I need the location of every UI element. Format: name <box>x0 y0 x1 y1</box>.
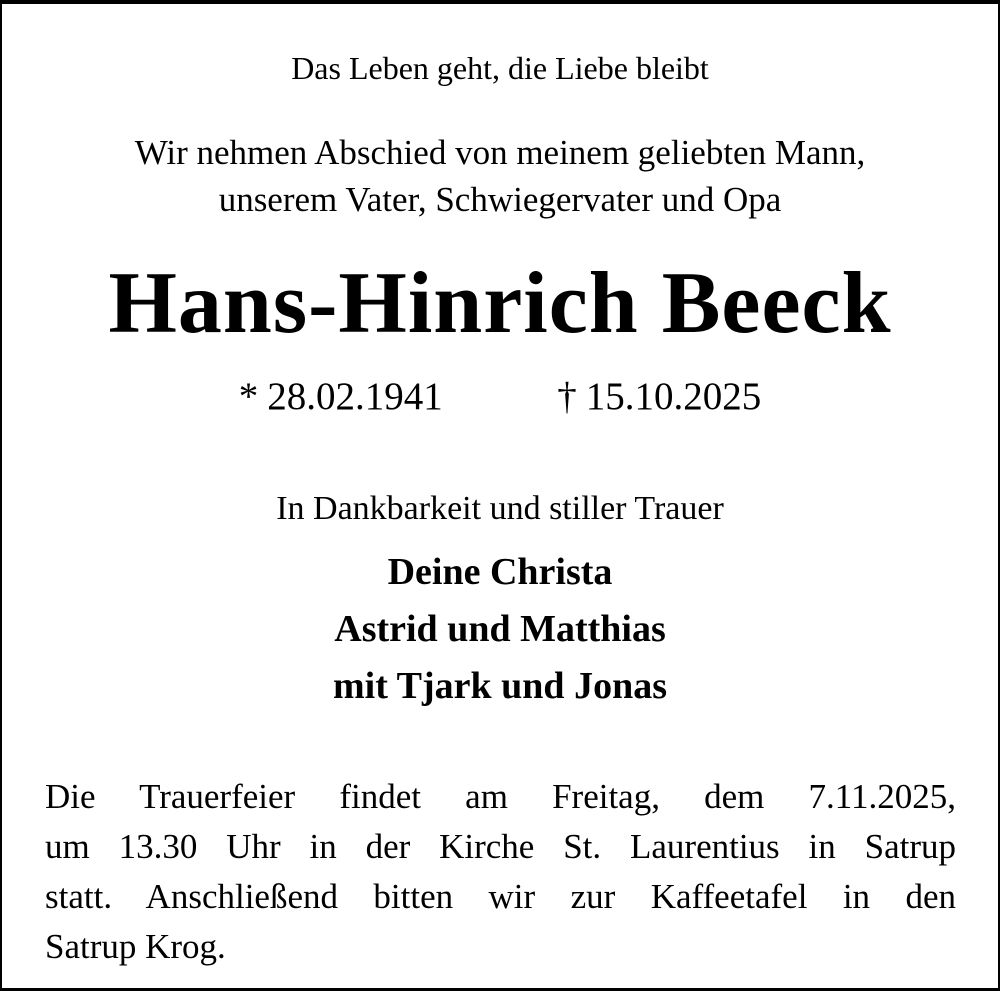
intro-line-2: unserem Vater, Schwiegervater und Opa <box>218 180 782 219</box>
death-date <box>557 375 761 418</box>
funeral-info-line-1: Die Trauerfeier findet am Freitag, dem 7.11.2025, <box>45 777 956 816</box>
life-dates <box>2 377 998 417</box>
birth-star-symbol: * <box>238 375 259 418</box>
funeral-info-line-4: Satrup Krog. <box>45 927 226 966</box>
mourner-line-1: Deine Christa <box>387 551 613 593</box>
funeral-info <box>45 772 956 972</box>
funeral-info-line-3: statt. Anschließend bitten wir zur Kaffeetafel in den <box>45 877 956 916</box>
mourner-line-3: mit Tjark und Jonas <box>332 665 667 707</box>
mourners-list <box>2 544 998 715</box>
death-date-value: 15.10.2025 <box>585 375 762 418</box>
condolence-line: In Dankbarkeit und stiller Trauer <box>276 490 724 527</box>
deceased-name: Hans-Hinrich Beeck <box>108 255 892 352</box>
death-cross-symbol: † <box>557 375 577 418</box>
mourner-line-2: Astrid und Matthias <box>334 608 666 650</box>
intro-text <box>2 129 998 223</box>
tagline: Das Leben geht, die Liebe bleibt <box>291 50 709 86</box>
intro-line-1: Wir nehmen Abschied von meinem geliebten Mann, <box>134 133 866 172</box>
funeral-info-line-2: um 13.30 Uhr in der Kirche St. Laurentius in Satrup <box>45 827 956 866</box>
birth-date-value: 28.02.1941 <box>267 375 443 418</box>
birth-date <box>239 375 453 418</box>
